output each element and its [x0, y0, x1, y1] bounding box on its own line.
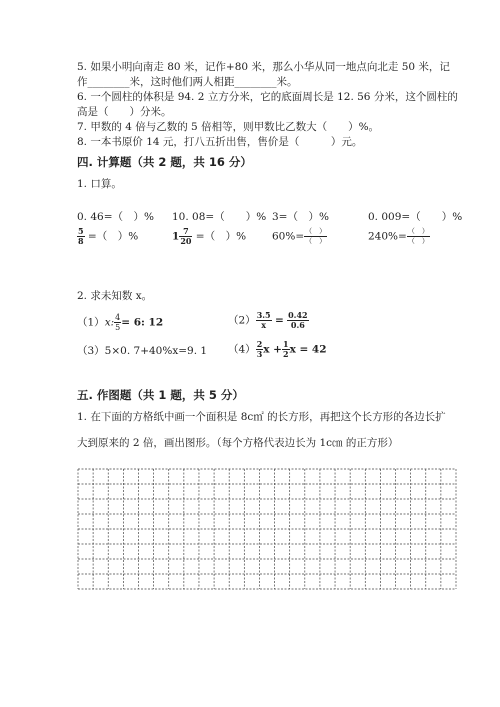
solve-x-label: 2. 求未知数 x。: [77, 290, 153, 302]
grid-svg: [77, 468, 457, 590]
oral-b3: 60%= $\frac{( )}{( )}$: [272, 227, 327, 245]
question-5-line2: 作________米，这时他们两人相距________米。: [77, 76, 298, 88]
equation-2: （2） $\frac{3.5}{x}$ = $\frac{0.42}{0.6}$: [228, 310, 308, 330]
oral-a3: 3=（ ）%: [272, 211, 329, 223]
drawing-question-line2: 大到原来的 2 倍，画出图形。（每个方格代表边长为 1c㎝ 的正方形）: [77, 437, 399, 449]
oral-b1: $\frac{5}{8}$ =（ ）%: [78, 226, 139, 246]
question-5-line1: 5. 如果小明向南走 80 米，记作+80 米，那么小华从同一地点向北走 50 米，记: [77, 61, 450, 73]
fraction: $\frac{1}{2}$: [282, 339, 289, 359]
question-6-line1: 6. 一个圆柱的体积是 94. 2 立方分米，它的底面周长是 12. 56 分米，这个圆柱的: [77, 91, 458, 103]
graph-grid[interactable]: [77, 468, 457, 590]
fraction: $\frac{5}{8}$: [78, 226, 84, 246]
section-4-title: 四. 计算题（共 2 题，共 16 分）: [77, 155, 252, 169]
fraction: $\frac{7}{20}$: [180, 226, 192, 246]
fraction: $\frac{( )}{( )}$: [407, 227, 429, 245]
fraction: $\frac{0.42}{0.6}$: [288, 310, 308, 330]
fraction: $\frac{( )}{( )}$: [305, 227, 327, 245]
section-5-title: 五. 作图题（共 1 题，共 5 分）: [77, 388, 244, 402]
oral-a4: 0. 009=（ ）%: [368, 211, 463, 223]
question-8: 8. 一本书原价 14 元，打八五折出售，售价是（ ）元。: [77, 136, 363, 148]
drawing-question-line1: 1. 在下面的方格纸中画一个面积是 8c㎡ 的长方形，再把这个长方形的各边长扩: [77, 411, 446, 423]
fraction: $\frac{3.5}{x}$: [256, 310, 271, 330]
equation-3: （3）5×0. 7+40%x=9. 1: [77, 345, 208, 357]
equation-1: （1）x: $\frac{4}{5}$ = 6: 12: [77, 313, 164, 332]
oral-a1: 0. 46=（ ）%: [77, 211, 154, 223]
oral-calc-label: 1. 口算。: [77, 178, 122, 190]
fraction: $\frac{2}{3}$: [256, 339, 263, 359]
oral-b2: 1 $\frac{7}{20}$ =（ ）%: [172, 226, 247, 246]
question-6-line2: 高是（ ）分米。: [77, 106, 172, 118]
question-7: 7. 甲数的 4 倍与乙数的 5 倍相等，则甲数比乙数大（ ）%。: [77, 121, 380, 133]
oral-a2: 10. 08=（ ）%: [172, 211, 267, 223]
oral-b4: 240%= $\frac{( )}{( )}$: [368, 227, 429, 245]
fraction: $\frac{4}{5}$: [115, 313, 121, 332]
equation-4: （4） $\frac{2}{3}$ x + $\frac{1}{2}$ x = 42: [228, 339, 327, 359]
